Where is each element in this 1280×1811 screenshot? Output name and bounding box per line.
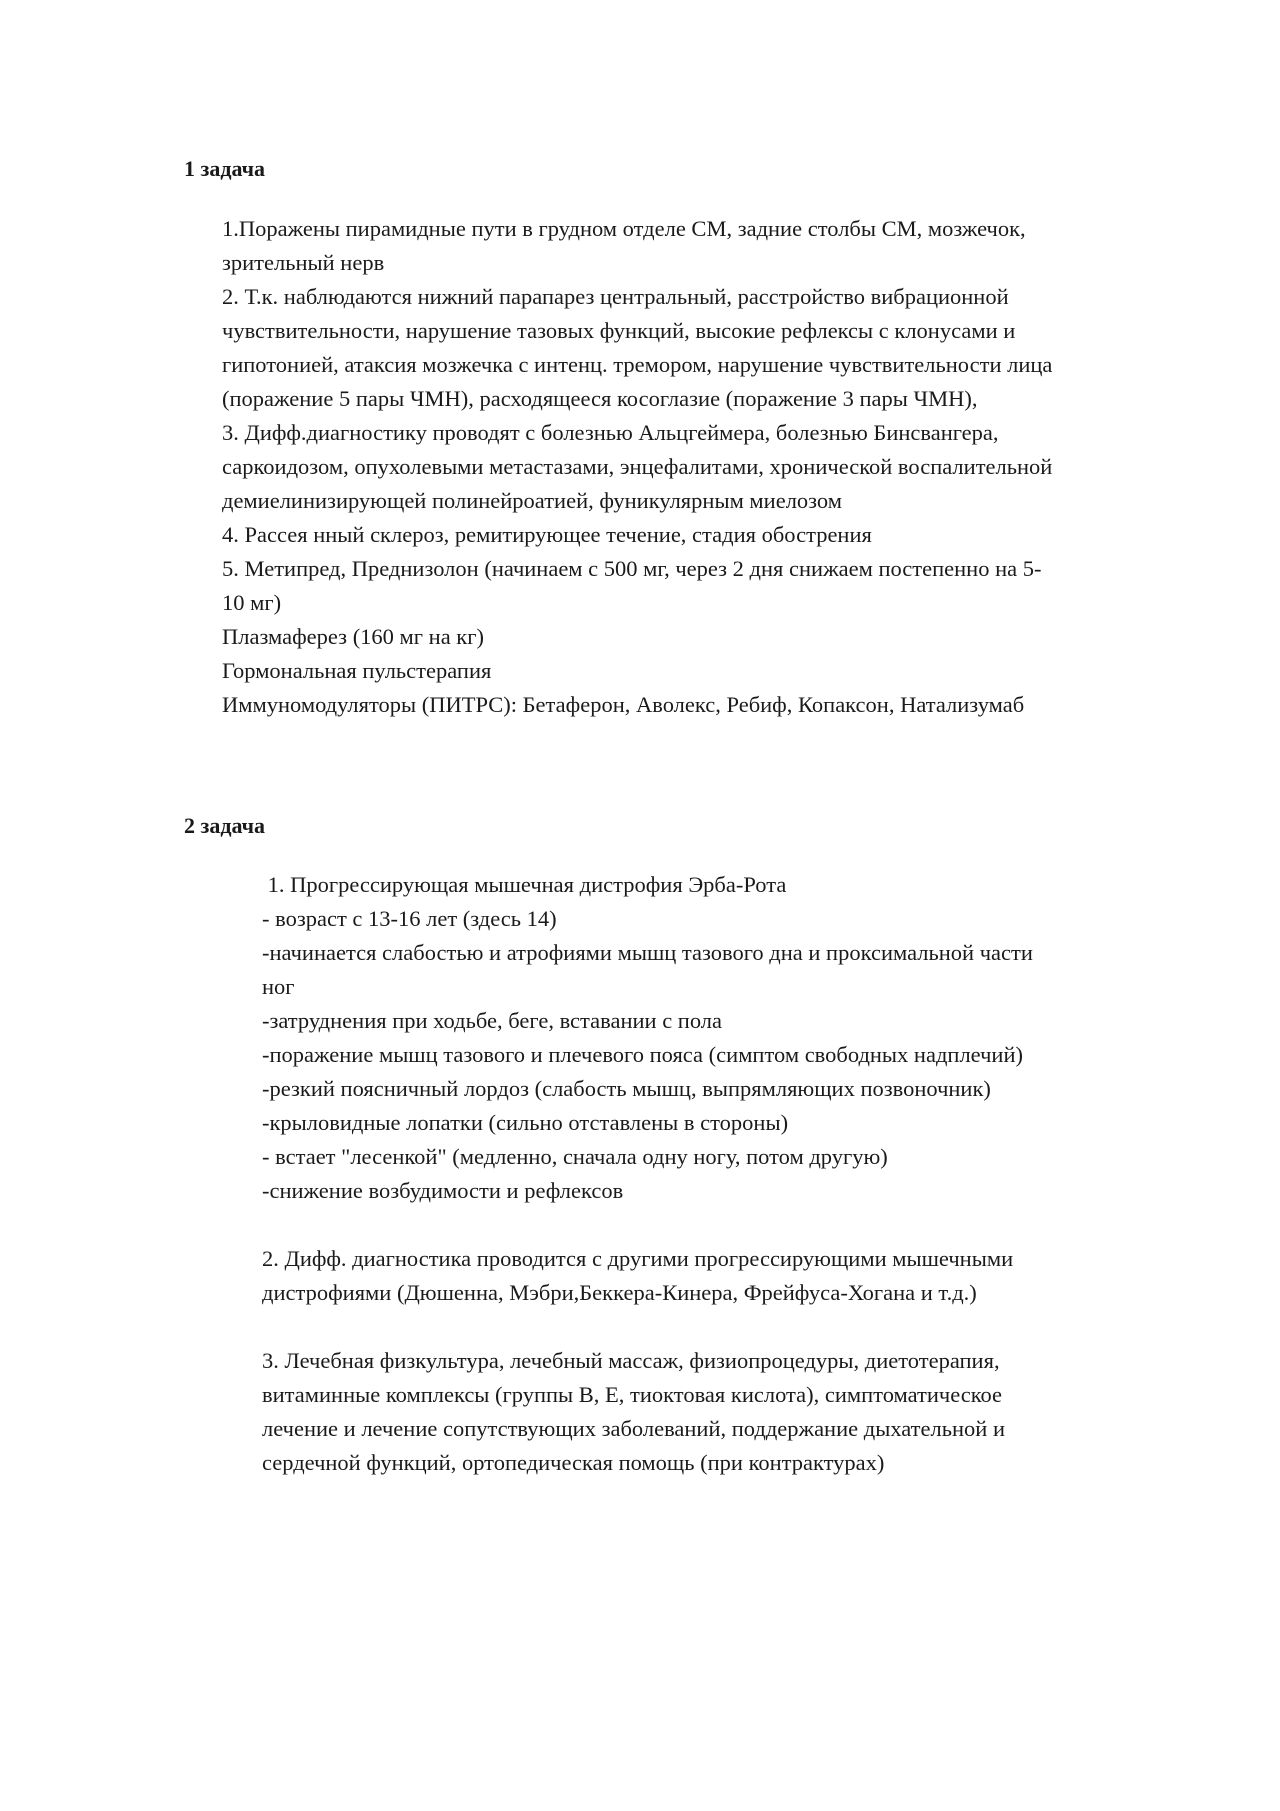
text-line: зрительный нерв [222,250,385,275]
text-line: -затруднения при ходьбе, беге, вставании с пола [262,1008,723,1033]
text-line: гипотонией, атаксия мозжечка с интенц. тремором, нарушение чувствительности лица [222,352,1053,377]
text-line: 2. Т.к. наблюдаются нижний парапарез центральный, расстройство вибрационной [222,284,1009,309]
text-line: чувствительности, нарушение тазовых функций, высокие рефлексы с клонусами и [222,318,1016,343]
text-line: сердечной функций, ортопедическая помощь (при контрактурах) [262,1450,885,1475]
text-line: 1. Прогрессирующая мышечная дистрофия Эрба-Рота [262,872,787,897]
text-line: 5. Метипред, Преднизолон (начинаем с 500 мг, через 2 дня снижаем постепенно на 5- [222,556,1042,581]
text-line: -крыловидные лопатки (сильно отставлены в стороны) [262,1110,789,1135]
text-line: -резкий поясничный лордоз (слабость мышц, выпрямляющих позвоночник) [262,1076,991,1101]
section2-heading: 2 задача [184,813,265,838]
text-line: витаминные комплексы (группы В, Е, тиоктовая кислота), симптоматическое [262,1382,1003,1407]
text-line: 10 мг) [222,590,282,615]
text-line: - возраст с 13-16 лет (здесь 14) [262,906,557,931]
section1-heading: 1 задача [184,156,265,181]
paragraph-gap [262,1208,1033,1242]
text-line: 3. Лечебная физкультура, лечебный массаж, физиопроцедуры, диетотерапия, [262,1348,1000,1373]
text-line: -снижение возбудимости и рефлексов [262,1178,624,1203]
text-line: Плазмаферез (160 мг на кг) [222,624,484,649]
section2-body [262,868,1033,1480]
text-line: демиелинизирующей полинейроатией, фуникулярным миелозом [222,488,842,513]
text-line: ног [262,974,295,999]
text-line: 1.Поражены пирамидные пути в грудном отделе СМ, задние столбы СМ, мозжечок, [222,216,1026,241]
paragraph-gap [262,1310,1033,1344]
text-line: -поражение мышц тазового и плечевого пояса (симптом свободных надплечий) [262,1042,1023,1067]
text-line: 3. Дифф.диагностику проводят с болезнью Альцгеймера, болезнью Бинсвангера, [222,420,999,445]
text-line: Гормональная пульстерапия [222,658,492,683]
text-line: лечение и лечение сопутствующих заболеваний, поддержание дыхательной и [262,1416,1005,1441]
text-line: 2. Дифф. диагностика проводится с другими прогрессирующими мышечными [262,1246,1014,1271]
text-line: - встает "лесенкой" (медленно, сначала одну ногу, потом другую) [262,1144,888,1169]
text-line: (поражение 5 пары ЧМН), расходящееся косоглазие (поражение 3 пары ЧМН), [222,386,978,411]
section1-body [222,212,1052,722]
text-line: Иммуномодуляторы (ПИТРС): Бетаферон, Аволекс, Ребиф, Копаксон, Натализумаб [222,692,1025,717]
text-line: саркоидозом, опухолевыми метастазами, энцефалитами, хронической воспалительной [222,454,1053,479]
text-line: дистрофиями (Дюшенна, Мэбри,Беккера-Кинера, Фрейфуса-Хогана и т.д.) [262,1280,977,1305]
text-line: -начинается слабостью и атрофиями мышц тазового дна и проксимальной части [262,940,1033,965]
text-line: 4. Рассея нный склероз, ремитирующее течение, стадия обострения [222,522,872,547]
